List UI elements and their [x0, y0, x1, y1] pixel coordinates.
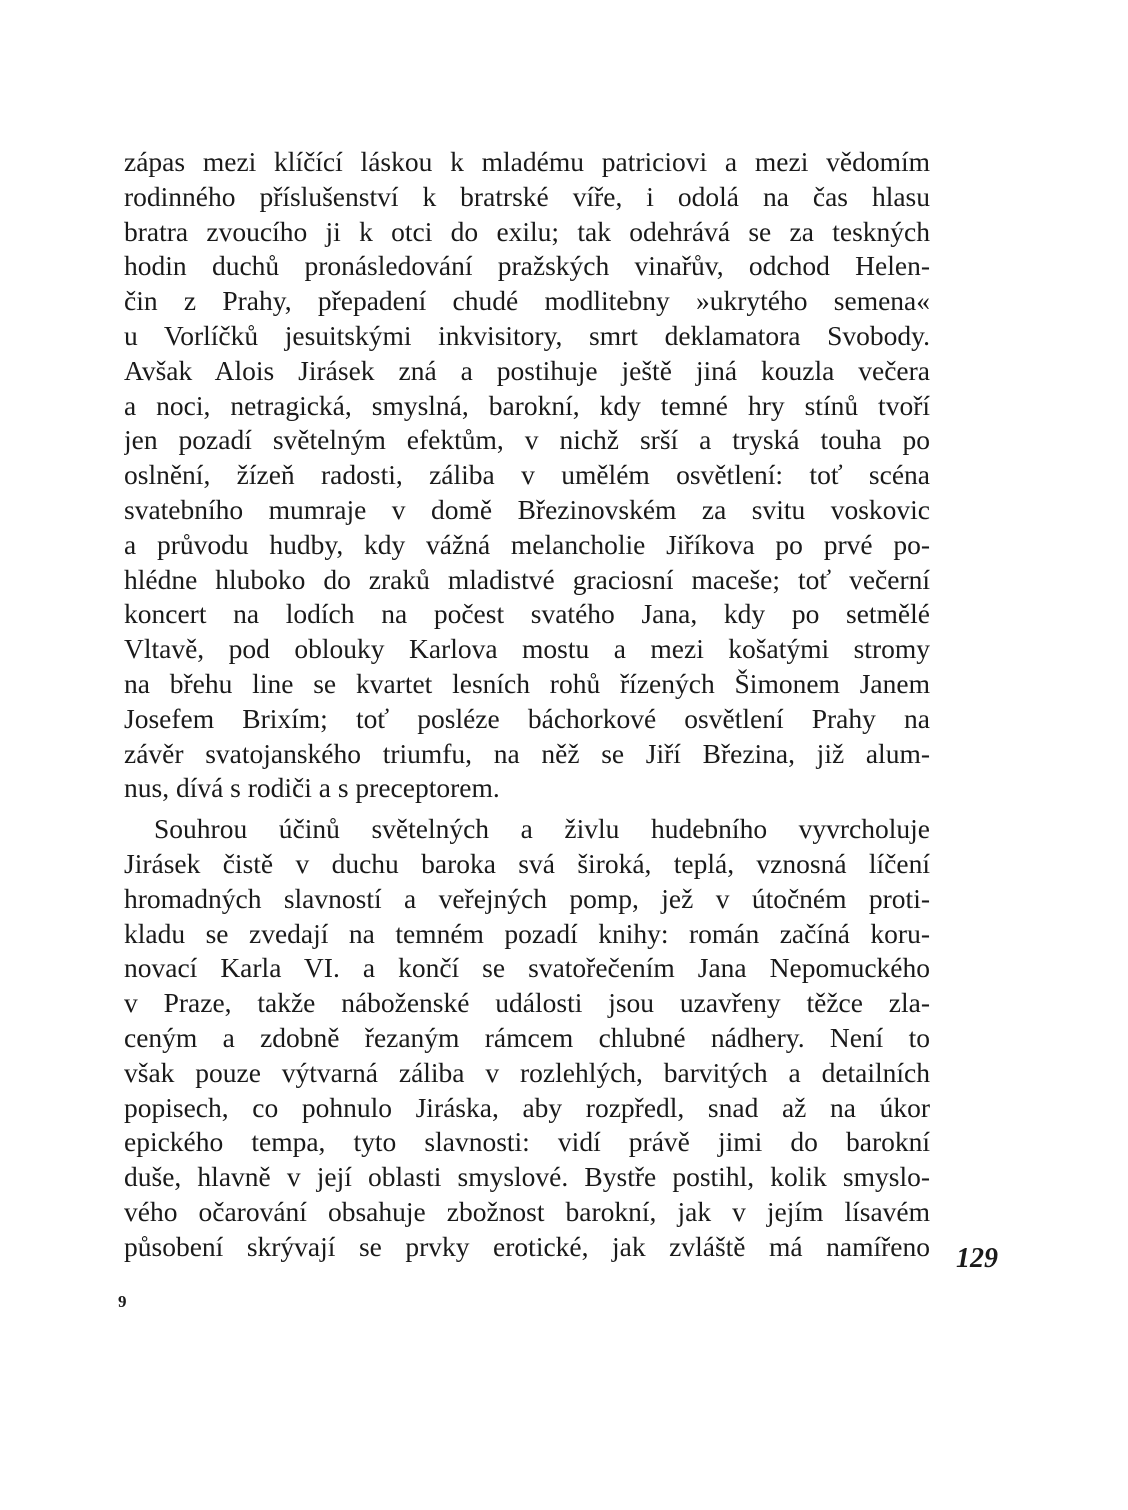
- text-line: na břehu line se kvartet lesních rohů řízených Šimonem Janem: [124, 667, 930, 699]
- text-line: Avšak Alois Jirásek zná a postihuje ještě jiná kouzla večera: [124, 354, 930, 386]
- text-line: a průvodu hudby, kdy vážná melancholie Jiříkova po prvé po-: [124, 528, 930, 560]
- text-line: rodinného příslušenství k bratrské víře, i odolá na čas hlasu: [124, 180, 930, 212]
- text-line: epického tempa, tyto slavnosti: vidí právě jimi do barokní: [124, 1126, 930, 1158]
- paragraph: [124, 812, 930, 1264]
- text-line: bratra zvoucího ji k otci do exilu; tak odehrává se za teskných: [124, 215, 930, 247]
- text-line: Souhrou účinů světelných a živlu hudebního vyvrcholuje: [154, 813, 930, 845]
- text-line: Vltavě, pod oblouky Karlova mostu a mezi košatými stromy: [124, 633, 930, 665]
- body-text: [124, 145, 930, 1265]
- text-line: u Vorlíčků jesuitskými inkvisitory, smrt deklamatora Svobody.: [124, 319, 930, 351]
- paragraph: [124, 145, 930, 806]
- text-line: koncert na lodích na počest svatého Jana, kdy po setmělé: [124, 598, 930, 630]
- text-line: hodin duchů pronásledování pražských vinařův, odchod Helen-: [124, 250, 930, 282]
- text-line: působení skrývají se prvky erotické, jak zvláště má namířeno: [124, 1230, 930, 1262]
- text-line: čin z Prahy, přepadení chudé modlitebny »ukrytého semena«: [124, 285, 930, 317]
- text-line: a noci, netragická, smyslná, barokní, kdy temné hry stínů tvoří: [124, 389, 930, 421]
- text-line: vého očarování obsahuje zbožnost barokní, jak v jejím lísavém: [124, 1195, 930, 1227]
- text-line: jen pozadí světelným efektům, v nichž srší a tryská touha po: [124, 424, 930, 456]
- text-line: zápas mezi klíčící láskou k mladému patriciovi a mezi vědomím: [124, 146, 930, 177]
- text-line: závěr svatojanského triumfu, na něž se Jiří Březina, již alum-: [124, 737, 930, 769]
- text-line: duše, hlavně v její oblasti smyslové. Bystře postihl, kolik smyslo-: [124, 1161, 930, 1193]
- text-line: hlédne hluboko do zraků mladistvé graciosní maceše; toť večerní: [124, 563, 930, 595]
- text-line: novací Karla VI. a končí se svatořečením Jana Nepomuckého: [124, 952, 930, 984]
- text-line: Josefem Brixím; toť posléze báchorkové osvětlení Prahy na: [124, 702, 930, 734]
- text-line: hromadných slavností a veřejných pomp, jež v útočném proti-: [124, 882, 930, 914]
- text-line: Jirásek čistě v duchu baroka svá široká, teplá, vznosná líčení: [124, 847, 930, 879]
- text-line: svatebního mumraje v domě Březinovském za svitu voskovic: [124, 493, 930, 525]
- text-line: však pouze výtvarná záliba v rozlehlých, barvitých a detailních: [124, 1056, 930, 1088]
- page-number: 129: [956, 1243, 998, 1274]
- text-line: popisech, co pohnulo Jiráska, aby rozpředl, snad až na úkor: [124, 1091, 930, 1123]
- text-line: nus, dívá s rodiči a s preceptorem.: [124, 772, 500, 804]
- text-line: ceným a zdobně řezaným rámcem chlubné nádhery. Není to: [124, 1021, 930, 1053]
- text-line: v Praze, takže náboženské události jsou uzavřeny těžce zla-: [124, 987, 930, 1019]
- text-line: kladu se zvedají na temném pozadí knihy: román začíná koru-: [124, 917, 930, 949]
- text-line: oslnění, žízeň radosti, záliba v umělém osvětlení: toť scéna: [124, 459, 930, 491]
- signature-mark: 9: [118, 1292, 127, 1311]
